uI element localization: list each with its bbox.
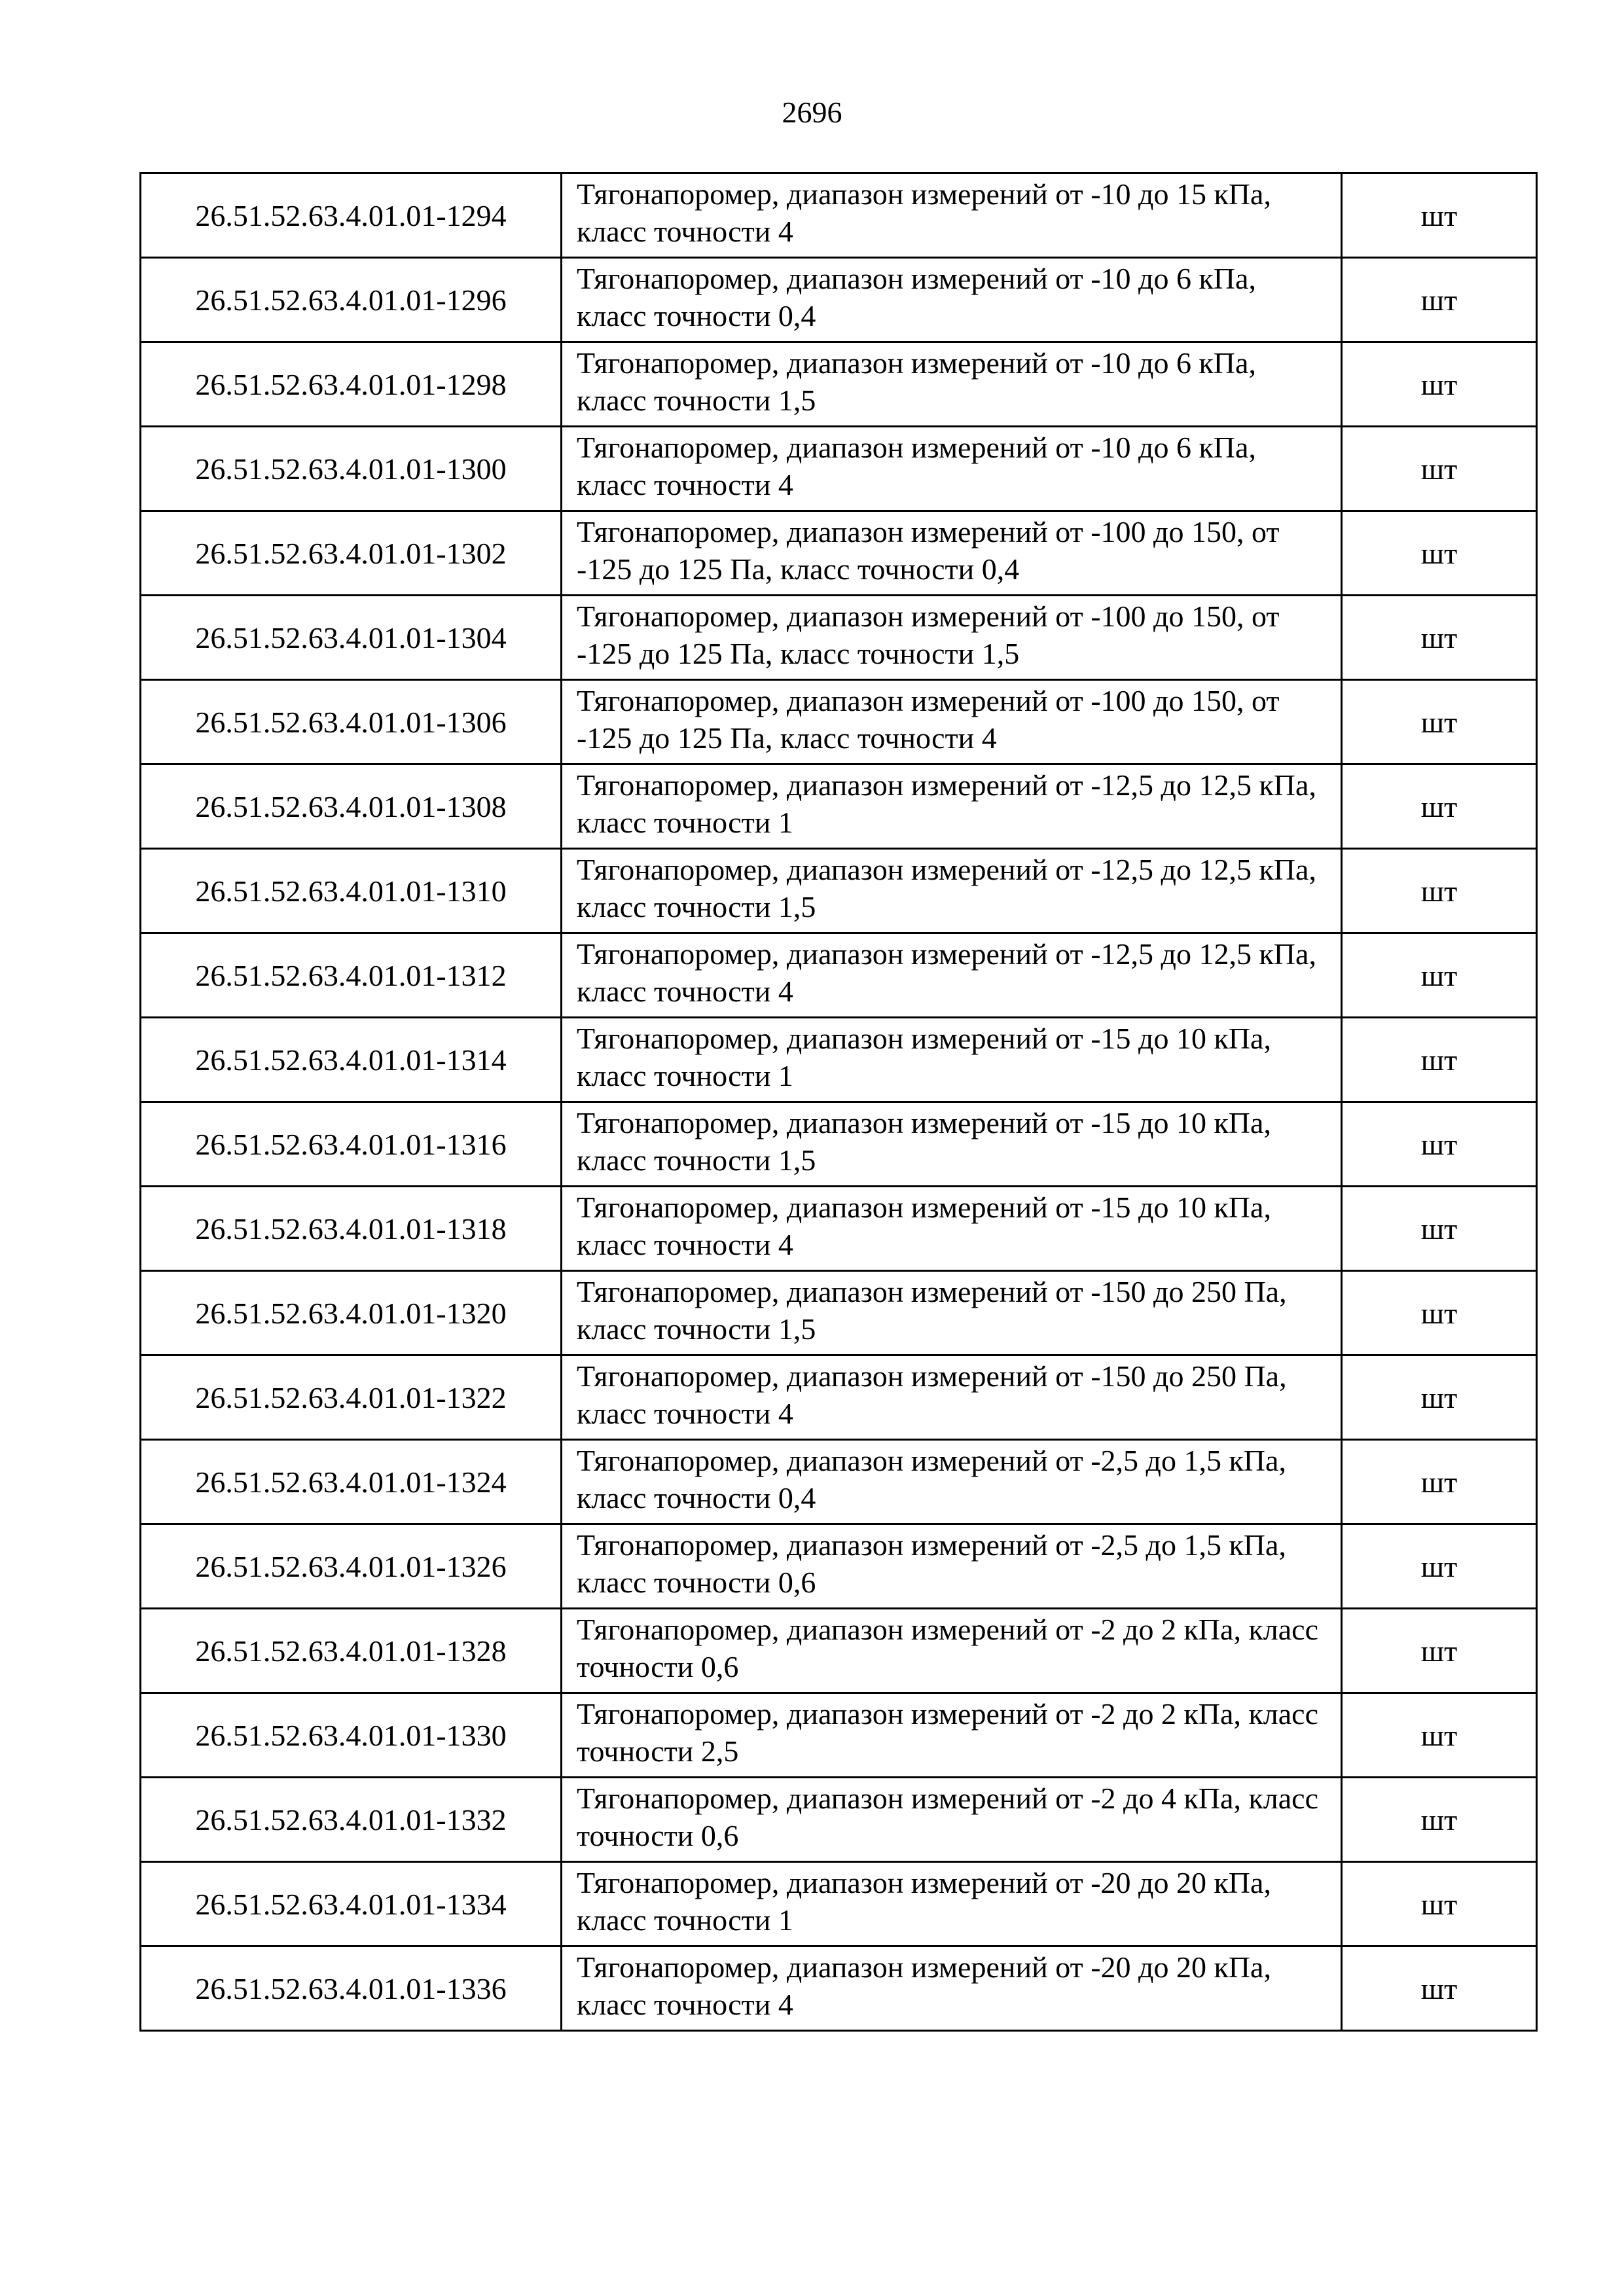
resource-code: 26.51.52.63.4.01.01-1306 [141,680,562,764]
resource-description: Тягонапоромер, диапазон измерений от -15 до 10 кПа, класс точности 4 [562,1187,1342,1271]
resource-unit: шт [1342,1693,1537,1778]
table-row [141,1355,1537,1440]
resource-code: 26.51.52.63.4.01.01-1326 [141,1524,562,1609]
table-row [141,1018,1537,1102]
table-row [141,258,1537,342]
resource-unit: шт [1342,511,1537,596]
resource-description: Тягонапоромер, диапазон измерений от -100 до 150, от -125 до 125 Па, класс точности 1,5 [562,596,1342,680]
resource-unit: шт [1342,764,1537,849]
resource-unit: шт [1342,933,1537,1018]
table-row [141,342,1537,427]
resource-code: 26.51.52.63.4.01.01-1316 [141,1102,562,1187]
table-row [141,1946,1537,2031]
resource-code: 26.51.52.63.4.01.01-1318 [141,1187,562,1271]
resource-unit: шт [1342,1609,1537,1693]
resource-code: 26.51.52.63.4.01.01-1300 [141,427,562,511]
resource-description: Тягонапоромер, диапазон измерений от -150 до 250 Па, класс точности 4 [562,1355,1342,1440]
table-row [141,1693,1537,1778]
resource-description: Тягонапоромер, диапазон измерений от -15 до 10 кПа, класс точности 1,5 [562,1102,1342,1187]
table-row [141,173,1537,258]
resource-description: Тягонапоромер, диапазон измерений от -12,5 до 12,5 кПа, класс точности 1 [562,764,1342,849]
resource-unit: шт [1342,1440,1537,1524]
resource-code: 26.51.52.63.4.01.01-1312 [141,933,562,1018]
resource-code: 26.51.52.63.4.01.01-1298 [141,342,562,427]
resource-description: Тягонапоромер, диапазон измерений от -12,5 до 12,5 кПа, класс точности 1,5 [562,849,1342,933]
resource-description: Тягонапоромер, диапазон измерений от -20 до 20 кПа, класс точности 4 [562,1946,1342,2031]
resource-unit: шт [1342,1271,1537,1355]
resource-description: Тягонапоромер, диапазон измерений от -2 до 2 кПа, класс точности 0,6 [562,1609,1342,1693]
table-row [141,680,1537,764]
resource-description: Тягонапоромер, диапазон измерений от -2 до 4 кПа, класс точности 0,6 [562,1778,1342,1862]
resource-code: 26.51.52.63.4.01.01-1296 [141,258,562,342]
table-row [141,1778,1537,1862]
resource-code: 26.51.52.63.4.01.01-1322 [141,1355,562,1440]
resource-unit: шт [1342,1862,1537,1946]
resource-unit: шт [1342,1524,1537,1609]
resource-code: 26.51.52.63.4.01.01-1320 [141,1271,562,1355]
resource-description: Тягонапоромер, диапазон измерений от -100 до 150, от -125 до 125 Па, класс точности 4 [562,680,1342,764]
table-row [141,1271,1537,1355]
resource-unit: шт [1342,1018,1537,1102]
table-row [141,427,1537,511]
resource-description: Тягонапоромер, диапазон измерений от -10 до 6 кПа, класс точности 4 [562,427,1342,511]
resource-unit: шт [1342,596,1537,680]
table-row [141,1440,1537,1524]
resource-unit: шт [1342,1946,1537,2031]
table-row [141,1609,1537,1693]
table-row [141,511,1537,596]
resource-unit: шт [1342,173,1537,258]
resource-description: Тягонапоромер, диапазон измерений от -2 до 2 кПа, класс точности 2,5 [562,1693,1342,1778]
resource-code: 26.51.52.63.4.01.01-1336 [141,1946,562,2031]
resource-description: Тягонапоромер, диапазон измерений от -10 до 15 кПа, класс точности 4 [562,173,1342,258]
resource-description: Тягонапоромер, диапазон измерений от -10 до 6 кПа, класс точности 1,5 [562,342,1342,427]
resource-code: 26.51.52.63.4.01.01-1310 [141,849,562,933]
resource-unit: шт [1342,427,1537,511]
resource-code: 26.51.52.63.4.01.01-1330 [141,1693,562,1778]
table-row [141,1102,1537,1187]
resource-description: Тягонапоромер, диапазон измерений от -10 до 6 кПа, класс точности 0,4 [562,258,1342,342]
table-row [141,596,1537,680]
resource-description: Тягонапоромер, диапазон измерений от -12,5 до 12,5 кПа, класс точности 4 [562,933,1342,1018]
resource-description: Тягонапоромер, диапазон измерений от -15 до 10 кПа, класс точности 1 [562,1018,1342,1102]
table-row [141,1187,1537,1271]
resource-code: 26.51.52.63.4.01.01-1324 [141,1440,562,1524]
resource-description: Тягонапоромер, диапазон измерений от -2,5 до 1,5 кПа, класс точности 0,6 [562,1524,1342,1609]
table-row [141,1524,1537,1609]
resource-description: Тягонапоромер, диапазон измерений от -100 до 150, от -125 до 125 Па, класс точности 0,4 [562,511,1342,596]
resource-code: 26.51.52.63.4.01.01-1332 [141,1778,562,1862]
resource-code: 26.51.52.63.4.01.01-1304 [141,596,562,680]
resource-description: Тягонапоромер, диапазон измерений от -20 до 20 кПа, класс точности 1 [562,1862,1342,1946]
resource-code: 26.51.52.63.4.01.01-1294 [141,173,562,258]
resource-table [139,172,1538,2032]
resource-unit: шт [1342,1187,1537,1271]
table-row [141,933,1537,1018]
table-row [141,764,1537,849]
resource-unit: шт [1342,1355,1537,1440]
resource-unit: шт [1342,1778,1537,1862]
resource-code: 26.51.52.63.4.01.01-1328 [141,1609,562,1693]
resource-unit: шт [1342,258,1537,342]
resource-description: Тягонапоромер, диапазон измерений от -2,5 до 1,5 кПа, класс точности 0,4 [562,1440,1342,1524]
resource-code: 26.51.52.63.4.01.01-1314 [141,1018,562,1102]
resource-unit: шт [1342,680,1537,764]
resource-description: Тягонапоромер, диапазон измерений от -150 до 250 Па, класс точности 1,5 [562,1271,1342,1355]
resource-code: 26.51.52.63.4.01.01-1334 [141,1862,562,1946]
table-row [141,849,1537,933]
table-row [141,1862,1537,1946]
page-number: 2696 [782,96,842,129]
resource-code: 26.51.52.63.4.01.01-1308 [141,764,562,849]
resource-unit: шт [1342,1102,1537,1187]
resource-unit: шт [1342,849,1537,933]
resource-unit: шт [1342,342,1537,427]
resource-code: 26.51.52.63.4.01.01-1302 [141,511,562,596]
